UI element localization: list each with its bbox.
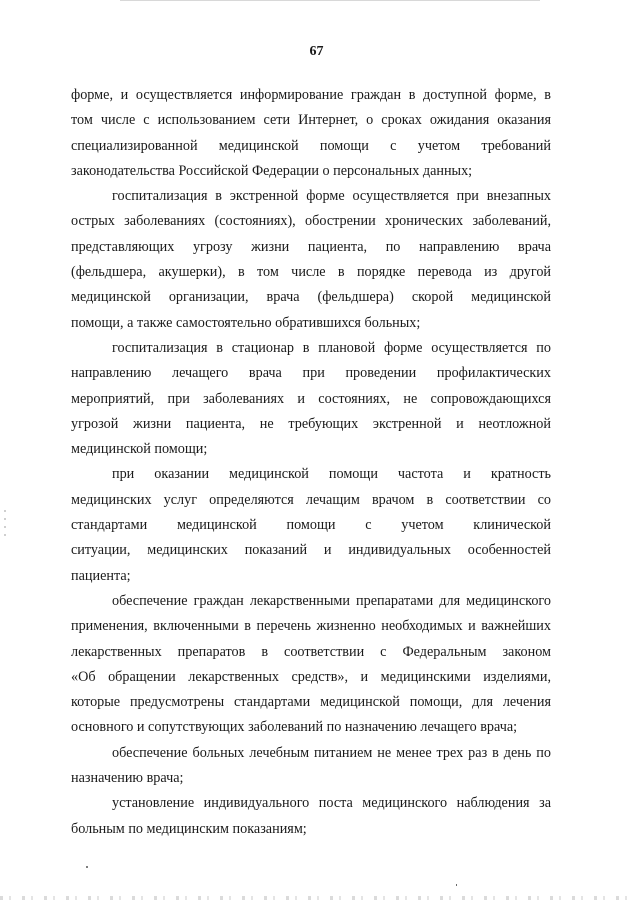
paragraph-line: медицинской помощи; — [71, 441, 208, 458]
document-body — [71, 83, 551, 842]
paragraph-line: при оказании медицинской помощи частота и кратность — [112, 466, 551, 483]
page-number: 67 — [309, 44, 324, 59]
paragraph-line: медицинских услуг определяются лечащим врачом в соответствии со — [71, 491, 551, 508]
paragraph-line: мероприятий, при заболеваниях и состояниях, не сопровождающихся — [71, 390, 551, 407]
scan-left-marks — [4, 510, 6, 540]
paragraph-line: лекарственных препаратов в соответствии с Федеральным законом — [71, 643, 551, 660]
scan-speck — [456, 884, 457, 886]
paragraph-line: стандартами медицинской помощи с учетом клинической — [71, 517, 551, 534]
paragraph-line: угрозой жизни пациента, не требующих экстренной и неотложной — [71, 415, 551, 432]
paragraph-line: форме, и осуществляется информирование граждан в доступной форме, в — [71, 87, 551, 103]
paragraph-line: основного и сопутствующих заболеваний по назначению лечащего врача; — [71, 719, 518, 736]
paragraph-line: ситуации, медицинских показаний и индивидуальных особенностей — [71, 542, 551, 559]
paragraph-line: медицинской организации, врача (фельдшера) скорой медицинской — [71, 289, 551, 306]
paragraph-line: направлению лечащего врача при проведении профилактических — [71, 365, 551, 382]
paragraph-line: помощи, а также самостоятельно обратившихся больных; — [71, 314, 421, 331]
paragraph-line: том числе с использованием сети Интернет, о сроках ожидания оказания — [71, 112, 551, 129]
paragraph-line: госпитализация в стационар в плановой форме осуществляется по — [112, 339, 551, 356]
paragraph-line: госпитализация в экстренной форме осуществляется при внезапных — [112, 188, 551, 205]
paragraph-line: «Об обращении лекарственных средств», и медицинскими изделиями, — [71, 668, 551, 685]
paragraph-line: законодательства Российской Федерации о персональных данных; — [71, 162, 473, 179]
paragraph-line: обеспечение граждан лекарственными препаратами для медицинского — [112, 592, 551, 609]
paragraph-line: пациента; — [71, 567, 131, 584]
paragraph-line: которые предусмотрены стандартами медицинской помощи, для лечения — [71, 694, 551, 711]
paragraph-line: острых заболеваниях (состояниях), обострении хронических заболеваний, — [71, 213, 551, 230]
paragraph-line: назначению врача; — [71, 770, 184, 787]
scan-top-edge — [120, 0, 540, 2]
paragraph-line: больным по медицинским показаниям; — [71, 820, 307, 837]
scan-speck — [86, 866, 88, 868]
paragraph-line: специализированной медицинской помощи с учетом требований — [71, 137, 551, 154]
paragraph-line: (фельдшера, акушерки), в том числе в порядке перевода из другой — [71, 264, 551, 281]
paragraph-line: представляющих угрозу жизни пациента, по направлению врача — [71, 238, 551, 255]
paragraph-line: установление индивидуального поста медицинского наблюдения за — [112, 795, 551, 812]
paragraph-line: применения, включенными в перечень жизненно необходимых и важнейших — [71, 618, 551, 635]
paragraph-line: обеспечение больных лечебным питанием не менее трех раз в день по — [112, 744, 551, 761]
scan-bottom-edge — [0, 896, 633, 900]
